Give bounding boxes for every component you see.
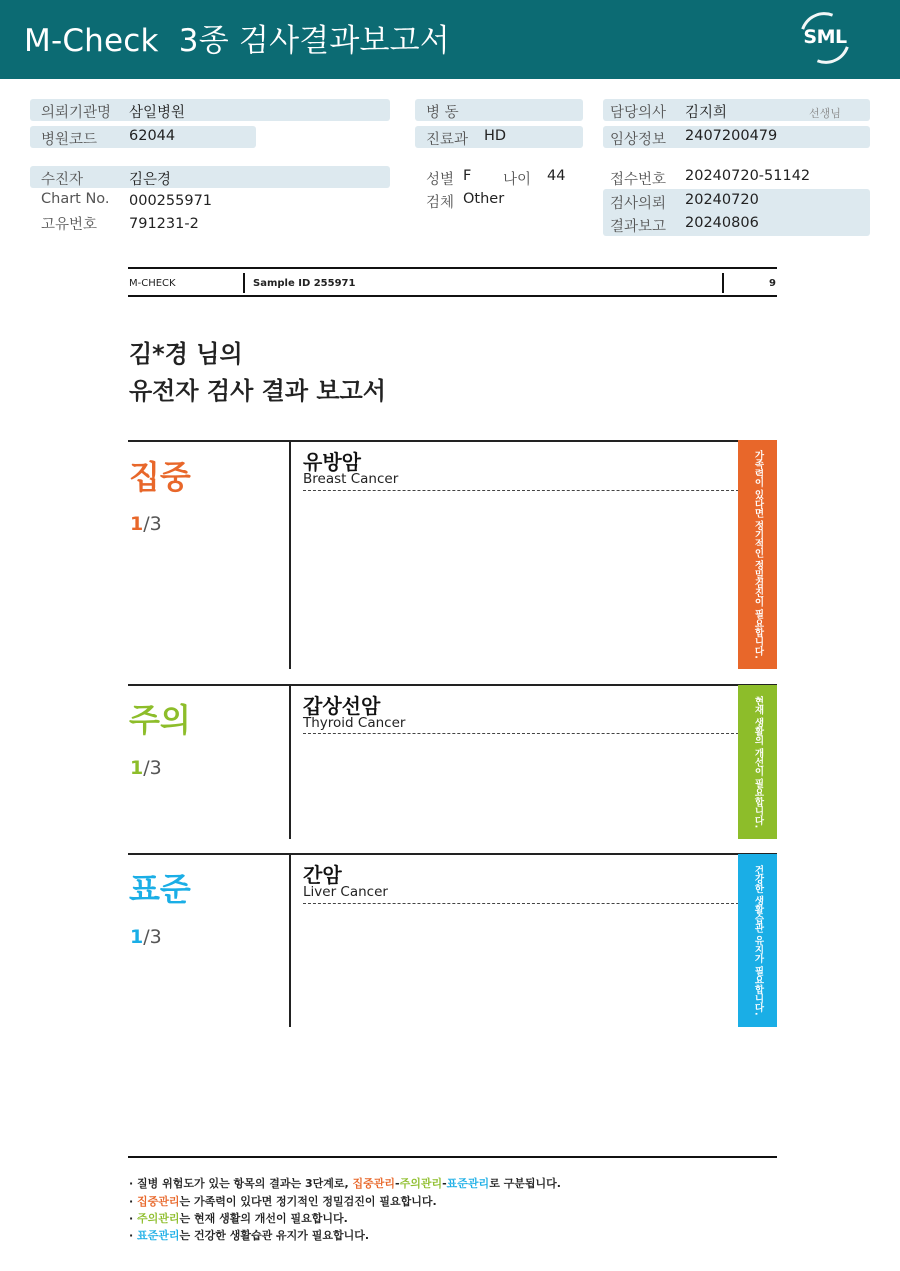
note-3 bbox=[129, 1210, 348, 1226]
report-date-value: 20240806 bbox=[685, 215, 759, 231]
header-bar bbox=[0, 0, 900, 79]
note-separator: - bbox=[442, 1177, 447, 1190]
bullet-icon: · bbox=[129, 1229, 134, 1242]
note-text: 로 구분됩니다. bbox=[489, 1177, 561, 1190]
receipt-value: 20240720-51142 bbox=[685, 168, 811, 184]
chart-label: Chart No. bbox=[41, 191, 110, 207]
unique-label: 고유번호 bbox=[41, 217, 98, 233]
age-value: 44 bbox=[547, 168, 566, 184]
cancer-name-en: Liver Cancer bbox=[303, 884, 388, 900]
note-caution-label: 주의관리 bbox=[399, 1177, 443, 1190]
request-label: 검사의뢰 bbox=[610, 196, 667, 212]
bullet-icon: · bbox=[129, 1177, 134, 1190]
cancer-name-ko: 간암 bbox=[303, 863, 342, 887]
age-label: 나이 bbox=[503, 172, 532, 188]
section-count bbox=[130, 926, 162, 948]
note-4 bbox=[129, 1227, 369, 1243]
advice-text: 건강한 생활습관 유지가 필요합니다. bbox=[752, 865, 764, 1016]
unique-value: 791231-2 bbox=[129, 216, 199, 232]
report-header-top-rule bbox=[128, 267, 777, 269]
report-date-label: 결과보고 bbox=[610, 219, 667, 235]
note-caution-label: 주의관리 bbox=[137, 1212, 180, 1225]
section-count bbox=[130, 757, 162, 779]
section-divider bbox=[289, 685, 291, 839]
report-header-divider bbox=[722, 273, 724, 293]
clinical-value: 2407200479 bbox=[685, 128, 778, 144]
hospital-code-value: 62044 bbox=[129, 128, 176, 144]
clinical-label: 임상정보 bbox=[610, 132, 667, 148]
section-top-rule bbox=[128, 440, 777, 442]
cancer-name-ko: 갑상선암 bbox=[303, 694, 381, 718]
report-header-left: M-CHECK bbox=[129, 278, 176, 289]
section-count-total: /3 bbox=[143, 926, 162, 948]
logo-text: SML bbox=[803, 26, 847, 48]
report-title: M-Check 3종 검사결과보고서 bbox=[24, 23, 450, 59]
report-header-bottom-rule bbox=[128, 295, 777, 297]
advice-text: 가족력이 있다면 정기적인 정밀검진이 필요합니다. bbox=[752, 450, 764, 659]
patient-row bbox=[30, 166, 390, 188]
advice-band bbox=[738, 854, 777, 1027]
hospital-code-label: 병원코드 bbox=[41, 132, 98, 148]
cancer-name-en: Thyroid Cancer bbox=[303, 715, 406, 731]
section-divider bbox=[289, 441, 291, 669]
section-count-number: 1 bbox=[130, 926, 144, 948]
sml-logo bbox=[796, 12, 854, 66]
sex-label: 성별 bbox=[426, 172, 455, 188]
section-count-number: 1 bbox=[130, 513, 144, 535]
note-text: 는 건강한 생활습관 유지가 필요합니다. bbox=[179, 1229, 370, 1242]
report-header-divider bbox=[243, 273, 245, 293]
sample-id: Sample ID 255971 bbox=[253, 278, 356, 289]
page-number: 9 bbox=[769, 278, 776, 289]
report-heading-line2: 유전자 검사 결과 보고서 bbox=[129, 377, 386, 405]
advice-band bbox=[738, 685, 777, 839]
institution-value: 삼일병원 bbox=[129, 105, 186, 121]
receipt-label: 접수번호 bbox=[610, 172, 667, 188]
sex-value: F bbox=[463, 168, 472, 184]
note-text: 질병 위험도가 있는 항목의 결과는 3단계로, bbox=[137, 1177, 353, 1190]
doctor-suffix: 선생님 bbox=[809, 107, 841, 120]
chart-value: 000255971 bbox=[129, 193, 213, 209]
note-1 bbox=[129, 1175, 561, 1191]
note-intensive-label: 집중관리 bbox=[352, 1177, 395, 1190]
request-value: 20240720 bbox=[685, 192, 759, 208]
doctor-value: 김지희 bbox=[685, 105, 728, 121]
note-separator: - bbox=[395, 1177, 400, 1190]
section-title: 표준 bbox=[129, 870, 191, 908]
ward-label: 병 동 bbox=[426, 105, 459, 121]
note-2 bbox=[129, 1193, 437, 1209]
department-value: HD bbox=[484, 128, 507, 144]
note-intensive-label: 집중관리 bbox=[137, 1195, 180, 1208]
cancer-name-en: Breast Cancer bbox=[303, 471, 399, 487]
section-count-total: /3 bbox=[143, 513, 162, 535]
dashed-rule bbox=[303, 903, 739, 904]
bullet-icon: · bbox=[129, 1212, 134, 1225]
cancer-name-ko: 유방암 bbox=[303, 450, 361, 474]
department-label: 진료과 bbox=[426, 132, 469, 148]
section-divider bbox=[289, 854, 291, 1027]
advice-band bbox=[738, 440, 777, 669]
patient-label: 수진자 bbox=[41, 172, 84, 188]
bullet-icon: · bbox=[129, 1195, 134, 1208]
specimen-label: 검체 bbox=[426, 195, 455, 211]
section-top-rule bbox=[128, 684, 777, 686]
doctor-label: 담당의사 bbox=[610, 105, 667, 121]
section-title: 집중 bbox=[129, 458, 191, 496]
section-title: 주의 bbox=[129, 701, 191, 739]
dashed-rule bbox=[303, 490, 739, 491]
note-standard-label: 표준관리 bbox=[446, 1177, 490, 1190]
specimen-value: Other bbox=[463, 191, 505, 207]
section-top-rule bbox=[128, 853, 777, 855]
advice-text: 현재 생활의 개선이 필요합니다. bbox=[752, 696, 764, 828]
footer-rule bbox=[128, 1156, 777, 1158]
note-text: 는 가족력이 있다면 정기적인 정밀검진이 필요합니다. bbox=[179, 1195, 437, 1208]
section-count-total: /3 bbox=[143, 757, 162, 779]
report-heading-line1: 김*경 님의 bbox=[129, 340, 243, 368]
patient-value: 김은경 bbox=[129, 172, 172, 188]
section-count bbox=[130, 513, 162, 535]
section-count-number: 1 bbox=[130, 757, 144, 779]
note-text: 는 현재 생활의 개선이 필요합니다. bbox=[179, 1212, 348, 1225]
note-standard-label: 표준관리 bbox=[137, 1229, 180, 1242]
institution-label: 의뢰기관명 bbox=[41, 105, 112, 121]
dashed-rule bbox=[303, 733, 739, 734]
